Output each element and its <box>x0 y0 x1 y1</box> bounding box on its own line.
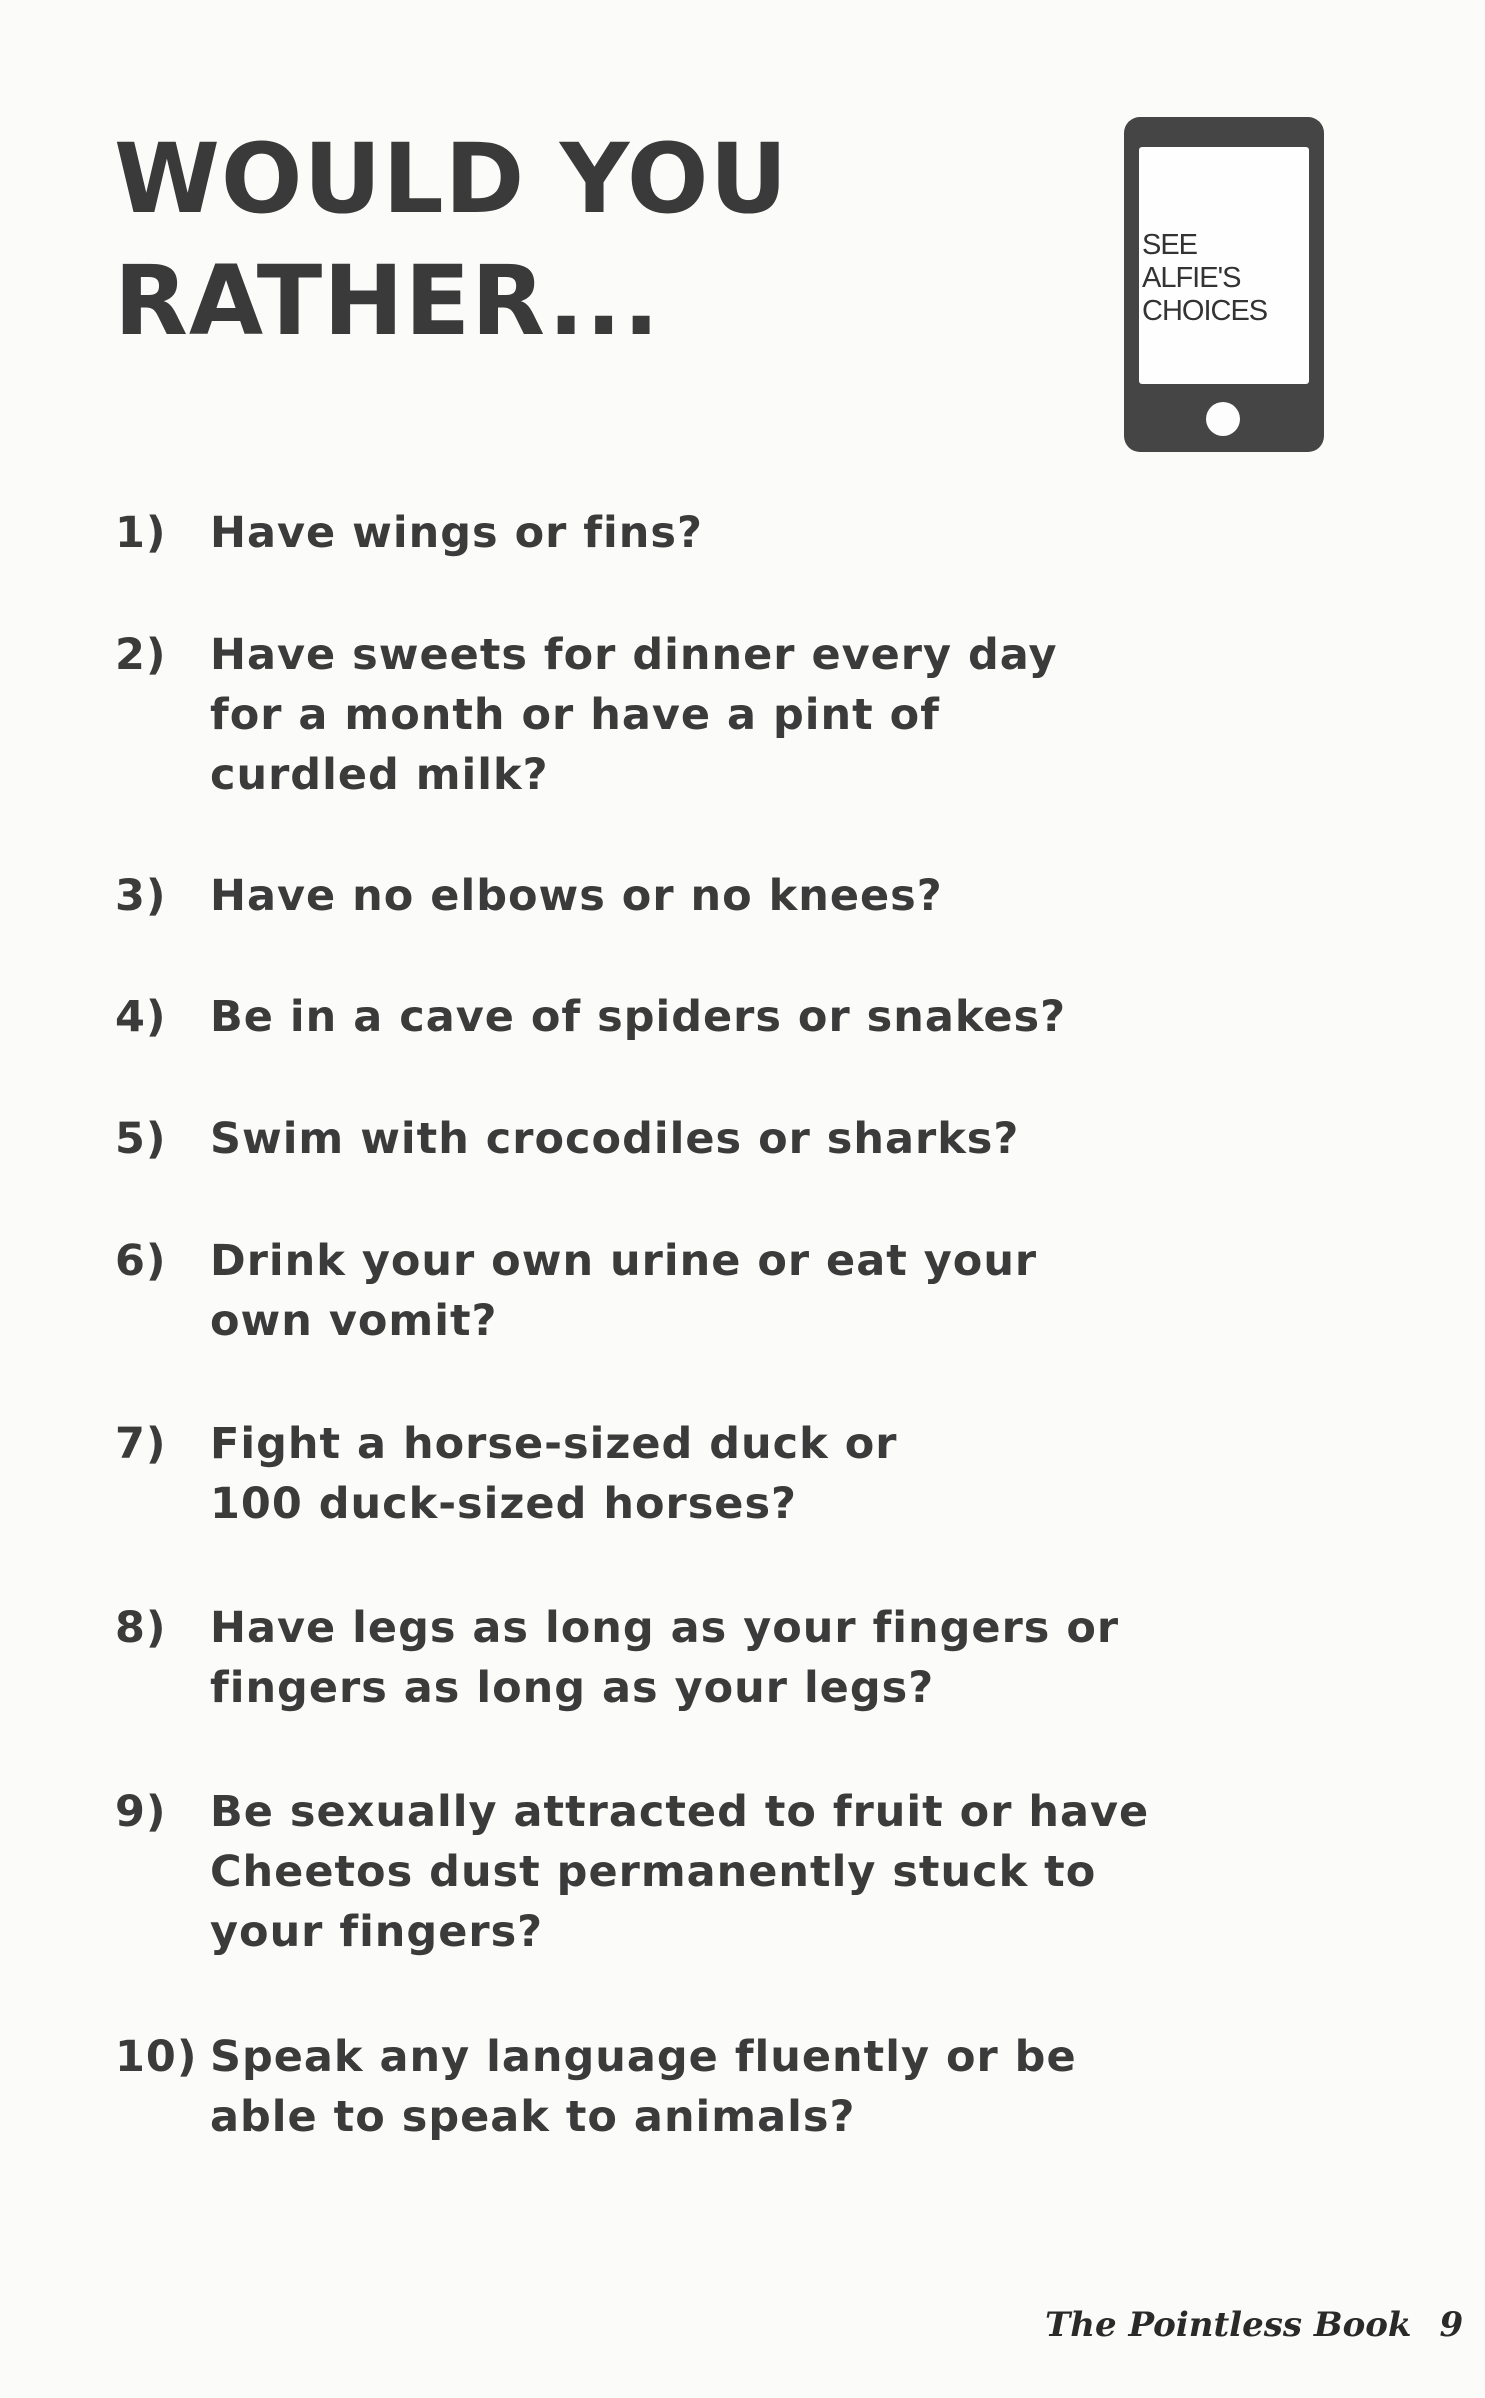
question-text <box>210 1782 1250 1962</box>
question-text <box>210 866 1250 926</box>
question-text <box>210 1109 1250 1169</box>
phone-badge-line-1: SEE <box>1142 229 1198 261</box>
question-line: fingers as long as your legs? <box>210 1663 935 1713</box>
question-number: 4) <box>115 992 167 1042</box>
page-number: 9 <box>1439 2305 1464 2345</box>
question-line: own vomit? <box>210 1296 498 1346</box>
question-line: Have no elbows or no knees? <box>210 871 943 921</box>
question-number: 2) <box>115 630 167 680</box>
question-line: curdled milk? <box>210 750 549 800</box>
question-number: 10) <box>115 2032 198 2082</box>
question-text <box>210 2027 1250 2147</box>
phone-badge-text <box>1142 229 1309 328</box>
question-text <box>210 625 1250 805</box>
question-number: 3) <box>115 871 167 921</box>
question-line: Fight a horse-sized duck or <box>210 1419 898 1469</box>
phone-badge-line-2: ALFIE'S <box>1142 262 1241 294</box>
question-text <box>210 1598 1250 1718</box>
question-line: for a month or have a pint of <box>210 690 940 740</box>
question-line: Be sexually attracted to fruit or have <box>210 1787 1150 1837</box>
question-line: 100 duck-sized horses? <box>210 1479 797 1529</box>
page-footer <box>1045 2305 1463 2345</box>
phone-badge-line-3: CHOICES <box>1142 295 1268 327</box>
phone-home-button <box>1206 402 1240 436</box>
title-line-2: RATHER... <box>114 245 661 357</box>
question-number: 6) <box>115 1236 167 1286</box>
question-line: your fingers? <box>210 1907 544 1957</box>
phone-screen <box>1139 147 1309 384</box>
question-line: Be in a cave of spiders or snakes? <box>210 992 1067 1042</box>
question-line: Speak any language fluently or be <box>210 2032 1077 2082</box>
page-title <box>114 118 788 362</box>
question-number: 7) <box>115 1419 167 1469</box>
question-line: Cheetos dust permanently stuck to <box>210 1847 1097 1897</box>
question-text <box>210 987 1250 1047</box>
book-title: The Pointless Book <box>1045 2305 1412 2345</box>
question-line: able to speak to animals? <box>210 2092 856 2142</box>
question-text <box>210 1414 1250 1534</box>
question-text <box>210 1231 1250 1351</box>
question-number: 5) <box>115 1114 167 1164</box>
title-line-1: WOULD YOU <box>114 123 789 235</box>
question-number: 8) <box>115 1603 167 1653</box>
phone-icon <box>1124 117 1324 452</box>
question-number: 1) <box>115 508 167 558</box>
question-number: 9) <box>115 1787 167 1837</box>
question-line: Swim with crocodiles or sharks? <box>210 1114 1020 1164</box>
question-line: Have sweets for dinner every day <box>210 630 1058 680</box>
question-line: Drink your own urine or eat your <box>210 1236 1038 1286</box>
question-line: Have legs as long as your fingers or <box>210 1603 1120 1653</box>
question-line: Have wings or fins? <box>210 508 703 558</box>
question-text <box>210 503 1250 563</box>
